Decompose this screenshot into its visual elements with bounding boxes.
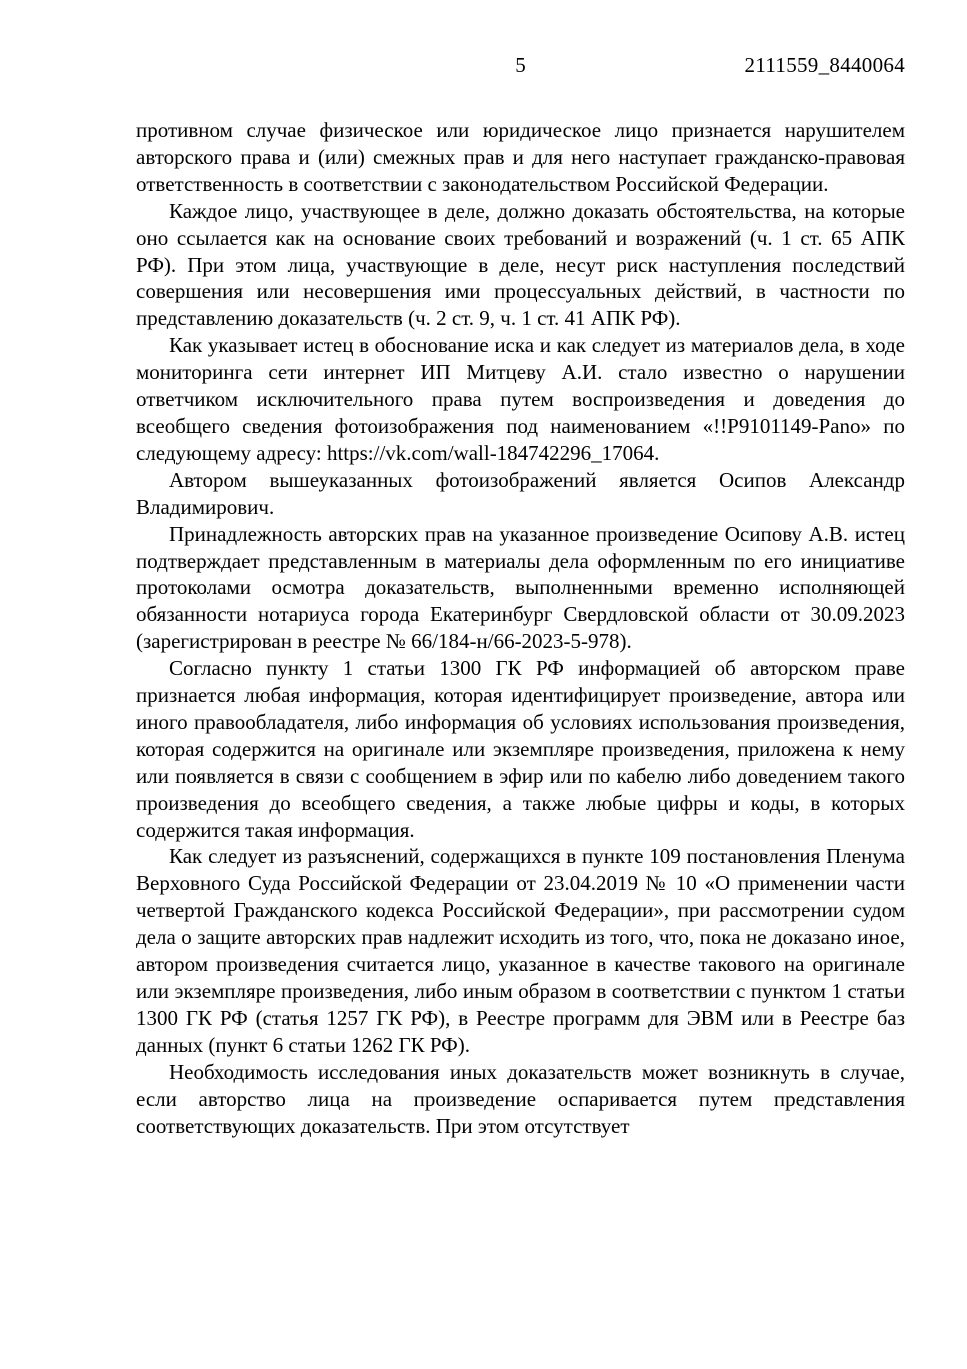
document-id: 2111559_8440064 xyxy=(744,53,905,77)
body-paragraph: противном случае физическое или юридическое лицо признается нарушителем авторского права и (или) смежных прав и для него наступает гражданско-правовая ответственность в соответствии с законодательством Российской Федерации. xyxy=(136,118,905,196)
body-paragraph: Автором вышеуказанных фотоизображений является Осипов Александр Владимирович. xyxy=(136,467,905,519)
page-number: 5 xyxy=(515,53,526,77)
body-paragraph: Необходимость исследования иных доказательств может возникнуть в случае, если авторство лица на произведение оспаривается путем представления соответствующих доказательств. При этом отсутствует xyxy=(136,1059,905,1138)
page-header xyxy=(136,52,905,79)
document-body xyxy=(136,117,905,1139)
body-paragraph: Принадлежность авторских прав на указанное произведение Осипову А.В. истец подтверждает представленным в материалы дела оформленным по его инициативе протоколами осмотра доказательств, выполненными временно исполняющей обязанности нотариуса города Екатеринбург Свердловской области от 30.09.2023 (зарегистрирован в реестре № 66/184-н/66-2023-5-978). xyxy=(136,521,905,654)
body-paragraph: Каждое лицо, участвующее в деле, должно доказать обстоятельства, на которые оно ссылается как на основание своих требований и возражений (ч. 1 ст. 65 АПК РФ). При этом лица, участвующие в деле, несут риск наступления последствий совершения или несовершения ими процессуальных действий, в частности по представлению доказательств (ч. 2 ст. 9, ч. 1 ст. 41 АПК РФ). xyxy=(136,198,905,331)
body-paragraph: Как следует из разъяснений, содержащихся в пункте 109 постановления Пленума Верховного Суда Российской Федерации от 23.04.2019 № 10 «О применении части четвертой Гражданского кодекса Российской Федерации», при рассмотрении судом дела о защите авторских прав надлежит исходить из того, что, пока не доказано иное, автором произведения считается лицо, указанное в качестве такового на оригинале или экземпляре произведения, либо иным образом в соответствии с пунктом 1 статьи 1300 ГК РФ (статья 1257 ГК РФ), в Реестре программ для ЭВМ или в Реестре баз данных (пункт 6 статьи 1262 ГК РФ). xyxy=(136,844,905,1057)
body-paragraph: Согласно пункту 1 статьи 1300 ГК РФ информацией об авторском праве признается любая информация, которая идентифицирует произведение, автора или иного правообладателя, либо информация об условиях использования произведения, которая содержится на оригинале или экземпляре произведения, приложена к нему или появляется в связи с сообщением в эфир или по кабелю либо доведением такого произведения до всеобщего сведения, а также любые цифры и коды, в которых содержится такая информация. xyxy=(136,656,905,842)
body-paragraph: Как указывает истец в обоснование иска и как следует из материалов дела, в ходе мониторинга сети интернет ИП Митцеву А.И. стало известно о нарушении ответчиком исключительного права путем воспроизведения и доведения до всеобщего сведения фотоизображения под наименованием «!!P9101149-Pano» по следующему адресу: https://vk.com/wall-184742296_17064. xyxy=(136,333,905,465)
